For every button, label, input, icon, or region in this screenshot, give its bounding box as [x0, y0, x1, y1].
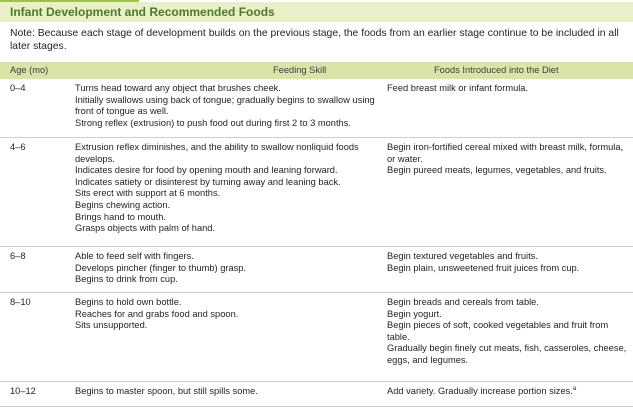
foods-cell [387, 83, 627, 95]
table-title: Infant Development and Recommended Foods [10, 5, 275, 19]
food-line [387, 386, 627, 398]
header-foods: Foods Introduced into the Diet [434, 65, 559, 75]
feeding-skill-cell [75, 142, 380, 235]
skill-line: Develops pincher (finger to thumb) grasp. [75, 262, 247, 273]
age-cell: 10–12 [10, 386, 36, 396]
food-line: Begin pureed meats, legumes, vegetables, and fruits. [387, 165, 607, 176]
skill-line: Sits erect with support at 6 months. [75, 188, 221, 199]
age-cell: 6–8 [10, 251, 26, 261]
feeding-skill-cell [75, 83, 380, 129]
table-row [0, 79, 633, 138]
skill-line: Indicates satiety or disinterest by turning away and leaning back. [75, 176, 341, 187]
food-line: Gradually begin finely cut meats, fish, casseroles, cheese, eggs, and legumes. [387, 343, 627, 365]
foods-cell [387, 297, 627, 367]
skill-line: Grasps objects with palm of hand. [75, 223, 216, 234]
skill-line: Indicates desire for food by opening mouth and leaning forward. [75, 165, 338, 176]
feeding-skill-cell [75, 386, 380, 398]
food-line: Begin breads and cereals from table. [387, 297, 539, 307]
footnote-marker: a [572, 385, 577, 392]
foods-cell [387, 142, 627, 177]
skill-line: Brings hand to mouth. [75, 211, 166, 222]
table-row [0, 293, 633, 382]
food-line-text: Add variety. Gradually increase portion sizes. [387, 386, 573, 396]
feeding-skill-cell [75, 251, 380, 286]
foods-cell [387, 386, 627, 398]
skill-line: Begins to drink from cup. [75, 274, 178, 285]
table-row [0, 138, 633, 247]
skill-line: Begins chewing action. [75, 199, 171, 210]
food-line: Begin iron-fortified cereal mixed with breast milk, formula, or water. [387, 142, 624, 164]
skill-line: Begins to master spoon, but still spills some. [75, 386, 258, 396]
food-line: Begin plain, unsweetened fruit juices from cup. [387, 262, 580, 273]
skill-line: Begins to hold own bottle. [75, 297, 182, 307]
food-line: Begin textured vegetables and fruits. [387, 251, 538, 261]
table-note: Note: Because each stage of development builds on the previous stage, the foods from an earlier stage continue to be included in all later stages. [10, 28, 619, 52]
skill-line: Turns head toward any object that brushes cheek. [75, 83, 281, 93]
skill-line: Extrusion reflex diminishes, and the ability to swallow nonliquid foods develops. [75, 142, 359, 164]
food-line: Begin pieces of soft, cooked vegetables and fruit from table. [387, 320, 609, 342]
table-row [0, 382, 633, 407]
skill-line: Sits unsupported. [75, 320, 148, 331]
table-row [0, 247, 633, 293]
skill-line: Able to feed self with fingers. [75, 251, 194, 261]
age-cell: 4–6 [10, 142, 26, 152]
header-age: Age (mo) [10, 65, 49, 75]
title-bar [0, 2, 633, 22]
skill-line: Strong reflex (extrusion) to push food out during first 2 to 3 months. [75, 117, 351, 128]
feeding-skill-cell [75, 297, 380, 332]
skill-line: Initially swallows using back of tongue; gradually begins to swallow using front of tongue as well. [75, 94, 375, 117]
foods-cell [387, 251, 627, 274]
skill-line: Reaches for and grabs food and spoon. [75, 308, 239, 319]
table-header [0, 62, 633, 79]
age-cell: 8–10 [10, 297, 31, 307]
age-cell: 0–4 [10, 83, 26, 93]
food-line: Feed breast milk or infant formula. [387, 83, 529, 93]
food-line: Begin yogurt. [387, 308, 442, 319]
header-feeding-skill: Feeding Skill [273, 65, 327, 75]
